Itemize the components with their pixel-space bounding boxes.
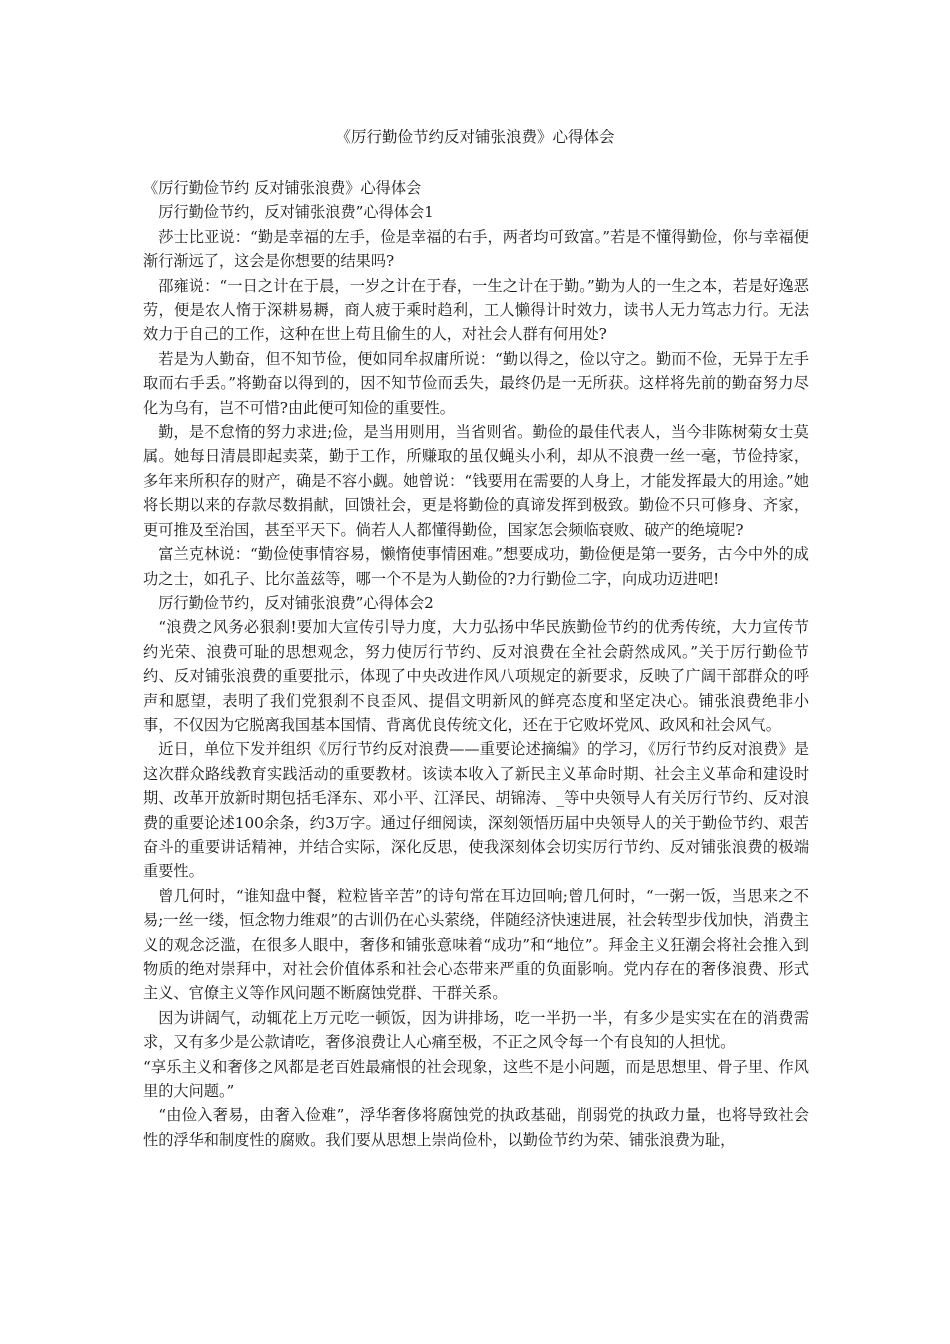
paragraph: 若是为人勤奋，但不知节俭，便如同牟叔庸所说：“勤以得之，俭以守之。勤而不俭，无异于左手取而右手丢。”将勤奋以得到的，因不知节俭而丢失，最终仍是一无所获。这样将先前的勤奋努力尽化为乌有，岂不可惜?由此便可知俭的重要性。 (143, 349, 809, 417)
paragraph: 因为讲阔气，动辄花上万元吃一顿饭，因为讲排场，吃一半扔一半，有多少是实实在在的消费需求，又有多少是公款请吃，奢侈浪费让人心痛至极，不正之风令每一个有良知的人担忧。 (143, 1008, 809, 1052)
section-heading-2: 厉行勤俭节约，反对铺张浪费”心得体会2 (158, 593, 434, 612)
paragraph: 莎士比亚说：“勤是幸福的左手，俭是幸福的右手，两者均可致富。”若是不懂得勤俭，你与幸福便渐行渐远了，这会是你想要的结果吗? (143, 227, 809, 271)
paragraph: 富兰克林说：“勤俭使事情容易，懒惰使事情困难。”想要成功，勤俭便是第一要务，古今中外的成功之士，如孔子、比尔盖兹等，哪一个不是为人勤俭的?力行勤俭二字，向成功迈进吧! (143, 545, 809, 588)
paragraph: “由俭入奢易，由奢入俭难”，浮华奢侈将腐蚀党的执政基础，削弱党的执政力量，也将导致社会性的浮华和制度性的腐败。我们要从思想上崇尚俭朴，以勤俭节约为荣、铺张浪费为耻， (143, 1106, 809, 1149)
section-heading-1: 厉行勤俭节约，反对铺张浪费”心得体会1 (158, 203, 434, 222)
paragraph: 邵雍说：“一日之计在于晨，一岁之计在于春，一生之计在于勤。”勤为人的一生之本，若是好逸恶劳，便是农人惰于深耕易耨，商人疲于乘时趋利，工人懒得计时效力，读书人无力笃志力行。无法效力于自己的工作，这种在世上苟且偷生的人，对社会人群有何用处? (143, 276, 809, 344)
paragraph: 近日，单位下发并组织《厉行节约反对浪费——重要论述摘编》的学习，《厉行节约反对浪费》是这次群众路线教育实践活动的重要教材。该读本收入了新民主义革命时期、社会主义革命和建设时期、改革开放新时期包括毛泽东、邓小平、江泽民、胡锦涛、_等中央领导人有关厉行节约、反对浪费的重要论述100余条，约3万字。通过仔细阅读，深刻领悟历届中央领导人的关于勤俭节约、艰苦奋斗的重要讲话精神，并结合实际，深化反思，使我深刻体会切实厉行节约、反对铺张浪费的极端重要性。 (143, 740, 809, 881)
paragraph: 曾几何时，“谁知盘中餐，粒粒皆辛苦”的诗句常在耳边回响;曾几何时，“一粥一饭，当思来之不易;一丝一缕，恒念物力维艰”的古训仍在心头萦绕，伴随经济快速进展，社会转型步伐加快，消费主义的观念泛滥，在很多人眼中，奢侈和铺张意味着“成功”和“地位”。拜金主义狂潮会将社会推入到物质的绝对崇拜中，对社会价值体系和社会心态带来严重的负面影响。党内存在的奢侈浪费、形式主义、官僚主义等作风问题不断腐蚀党群、干群关系。 (143, 886, 809, 1003)
page-title: 《厉行勤俭节约反对铺张浪费》心得体会 (335, 128, 615, 146)
quote-paragraph: “享乐主义和奢侈之风都是老百姓最痛恨的社会现象，这些不是小问题，而是思想里、骨子里、作风里的大问题。” (143, 1057, 809, 1101)
document-body (143, 176, 809, 1152)
paragraph: “浪费之风务必狠刹!要加大宣传引导力度，大力弘扬中华民族勤俭节约的优秀传统，大力宣传节约光荣、浪费可耻的思想观念，努力使厉行节约、反对浪费在全社会蔚然成风。”关于厉行勤俭节约、反对铺张浪费的重要批示，体现了中央改进作风八项规定的新要求，反映了广阔干部群众的呼声和愿望，表明了我们党狠刹不良歪风、提倡文明新风的鲜亮态度和坚定决心。铺张浪费绝非小事，不仅因为它脱离我国基本国情、背离优良传统文化，还在于它败坏党风、政风和社会风气。 (143, 618, 809, 734)
paragraph: 勤，是不怠惰的努力求进;俭，是当用则用，当省则省。勤俭的最佳代表人，当今非陈树菊女士莫属。她每日清晨即起卖菜，勤于工作，所赚取的虽仅蝇头小利，却从不浪费一丝一毫，节俭持家，多年来所积存的财产，确是不容小觑。她曾说：“钱要用在需要的人身上，才能发挥最大的用途。”她将长期以来的存款尽数捐献，回馈社会，更是将勤俭的真谛发挥到极致。勤俭不只可修身、齐家，更可推及至治国，甚至平天下。倘若人人都懂得勤俭，国家怎会频临衰败、破产的绝境呢? (143, 423, 809, 539)
document-heading: 《厉行勤俭节约 反对铺张浪费》心得体会 (143, 179, 422, 197)
